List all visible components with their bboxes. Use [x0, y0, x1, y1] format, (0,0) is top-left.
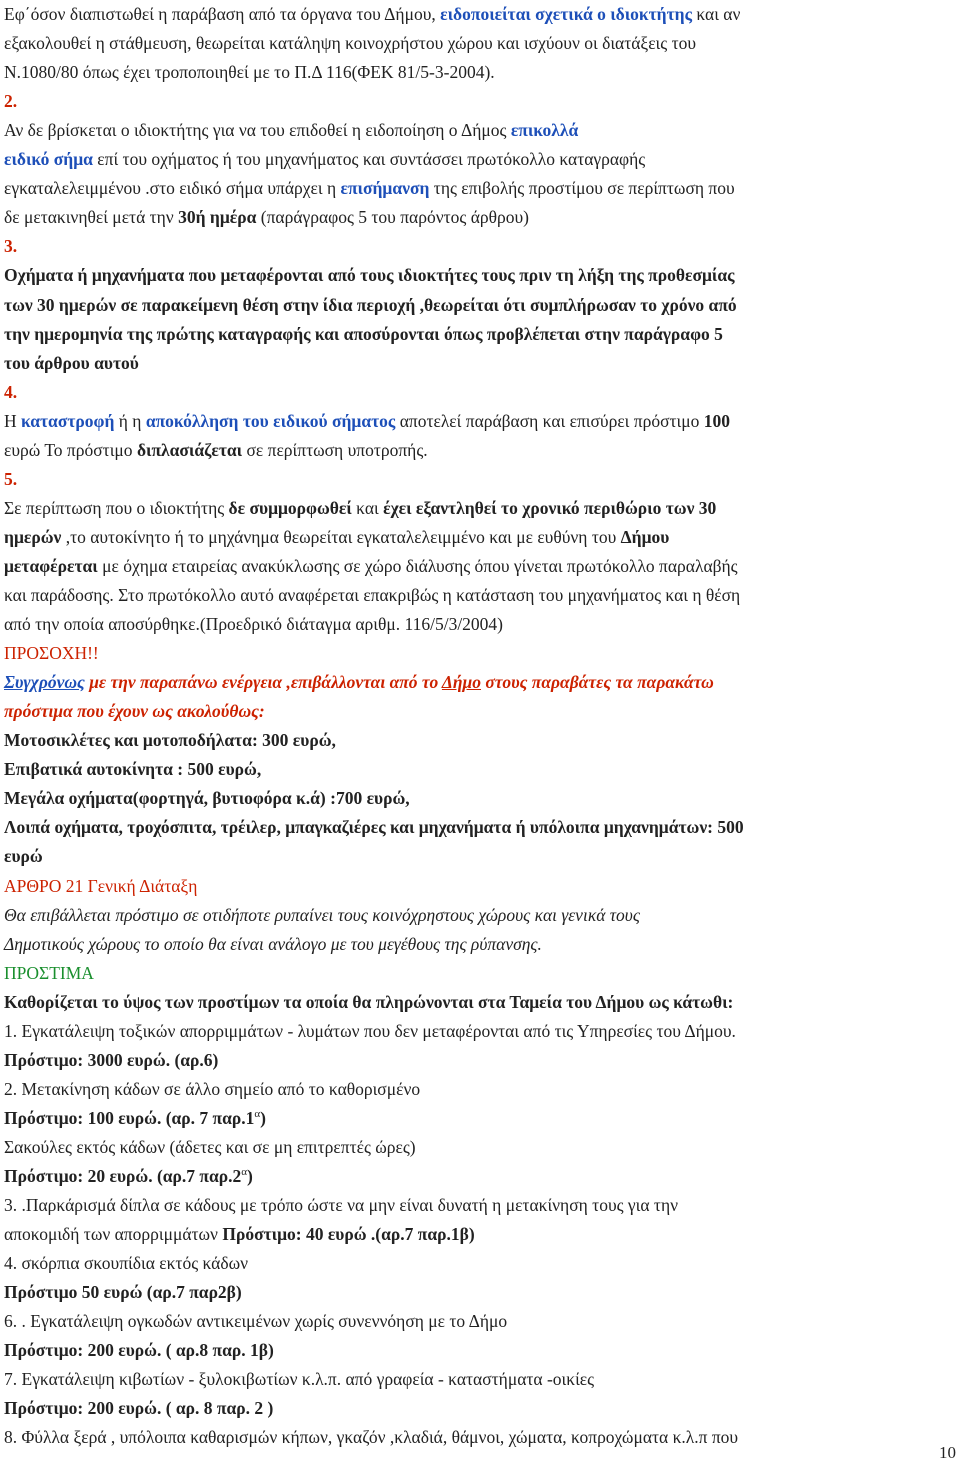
text-segment: ,το αυτοκίνητο ή το μηχάνημα θεωρείται εγκαταλελειμμένο και με ευθύνη του	[61, 526, 621, 547]
text-line	[4, 1394, 273, 1423]
text-line	[4, 174, 735, 203]
text-segment: 3.	[4, 236, 18, 257]
text-line	[4, 349, 139, 378]
text-segment: Μοτοσικλέτες και μοτοποδήλατα: 300 ευρώ,	[4, 730, 336, 751]
text-line	[4, 726, 336, 755]
text-segment: δε συμμορφωθεί	[228, 497, 352, 518]
text-segment: 100	[703, 410, 730, 431]
text-segment: με όχημα εταιρείας ανακύκλωσης σε χώρο διάλυσης όπου γίνεται πρωτόκολλο παραλαβής	[97, 555, 738, 576]
text-segment: την ημερομηνία της πρώτης καταγραφής και αποσύρονται όπως προβλέπεται στην παράγραφο 5	[4, 323, 723, 344]
text-segment: του άρθρου αυτού	[4, 352, 139, 373]
text-segment: 30ή ημέρα	[178, 207, 257, 228]
text-segment: )	[260, 1107, 266, 1128]
text-segment: και αν	[692, 4, 741, 24]
text-segment: Πρόστιμο: 20 ευρώ. (αρ.7 παρ.2	[4, 1166, 242, 1186]
text-line	[4, 872, 197, 901]
text-segment: Επιβατικά αυτοκίνητα : 500 ευρώ,	[4, 759, 262, 780]
superscript: α	[241, 1166, 248, 1179]
text-segment: )	[247, 1166, 253, 1186]
text-segment: με την παραπάνω ενέργεια ,επιβάλλονται από το	[84, 672, 442, 693]
text-segment: Ν.1080/80 όπως έχει τροποποιηθεί με το Π.Δ 116(ΦΕΚ 81/5-3-2004).	[4, 62, 495, 83]
text-segment: Θα επιβάλλεται πρόστιμο σε οτιδήποτε ρυπαίνει τους κοινόχρηστους χώρους και γενικά τους	[4, 904, 640, 925]
text-segment: 1. Εγκατάλειψη τοξικών απορριμμάτων - λυμάτων που δεν μεταφέρονται από τις Υπηρεσίες του Δήμου.	[4, 1020, 736, 1041]
text-segment: 3. .Παρκάρισμά δίπλα σε κάδους με τρόπο ώστε να μην είναι δυνατή η μετακίνηση τους για την	[4, 1195, 679, 1216]
text-line	[4, 1278, 242, 1307]
text-line	[4, 697, 265, 726]
text-line	[4, 784, 410, 813]
text-segment: ΠΡΟΣΟΧΗ!!	[4, 643, 99, 664]
text-line	[4, 668, 714, 697]
text-segment: Πρόστιμο: 3000 ευρώ. (αρ.6)	[4, 1049, 219, 1070]
text-segment: εγκαταλελειμμένου .στο ειδικό σήμα υπάρχει η	[4, 178, 341, 199]
text-segment: από την οποία αποσύρθηκε.(Προεδρικό διάταγμα αριθμ. 116/5/3/2004)	[4, 614, 504, 635]
text-line	[4, 145, 645, 174]
text-line	[4, 1162, 253, 1191]
text-line	[4, 1191, 678, 1220]
text-segment: Αν δε βρίσκεται ο ιδιοκτήτης για να του επιδοθεί η ειδοποίηση ο Δήμος	[4, 120, 511, 141]
text-segment: αποτελεί παράβαση και επισύρει πρόστιμο	[395, 410, 704, 431]
text-segment: (παράγραφος 5 του παρόντος άρθρου)	[256, 207, 529, 228]
text-segment: 2.	[4, 91, 18, 112]
text-line	[4, 639, 99, 668]
text-line	[4, 116, 578, 145]
text-segment: διπλασιάζεται	[136, 439, 243, 460]
text-segment: 4.	[4, 381, 18, 402]
text-segment: πρόστιμα που έχουν ως ακολούθως:	[4, 701, 265, 722]
text-line	[4, 291, 737, 320]
text-line	[4, 203, 529, 232]
text-line	[4, 1336, 274, 1365]
text-segment: της επιβολής προστίμου σε περίπτωση που	[429, 178, 735, 199]
text-segment: ή η	[114, 410, 146, 431]
text-line	[4, 813, 744, 842]
text-segment: 8. Φύλλα ξερά , υπόλοιπα καθαρισμών κήπων, γκαζόν ,κλαδιά, θάμνοι, χώματα, κοπροχώματα κ.λ.π που	[4, 1427, 739, 1448]
text-segment: Λοιπά οχήματα, τροχόσπιτα, τρέιλερ, μπαγκαζιέρες και μηχανήματα ή υπόλοιπα μηχανημάτων: 500	[4, 817, 744, 838]
text-segment: επί του οχήματος ή του μηχανήματος και συντάσσει πρωτόκολλο καταγραφής	[92, 149, 646, 170]
text-segment: Εφ΄όσον διαπιστωθεί η παράβαση από τα όργανα του Δήμου,	[4, 4, 441, 24]
text-segment: έχει εξαντληθεί το χρονικό περιθώριο των 30	[383, 497, 717, 518]
text-segment: Πρόστιμο: 200 ευρώ. ( αρ. 8 παρ. 2 )	[4, 1398, 274, 1419]
text-line	[4, 0, 740, 29]
text-line	[4, 87, 17, 116]
text-line	[4, 959, 94, 988]
text-segment: και	[351, 497, 384, 518]
text-line	[4, 1017, 736, 1046]
text-line	[4, 1423, 738, 1452]
text-line	[4, 1307, 507, 1336]
text-segment: και παράδοσης. Στο πρωτόκολλο αυτό αναφέρεται επακριβώς η κατάσταση του μηχανήματος και η θέση	[4, 585, 741, 605]
text-line	[4, 1220, 475, 1249]
text-segment: 4. σκόρπια σκουπίδια εκτός κάδων	[4, 1253, 249, 1274]
text-segment: εξακολουθεί η στάθμευση, θεωρείται κατάληψη κοινοχρήστου χώρου και ισχύουν οι διατάξεις του	[4, 33, 697, 54]
text-line	[4, 1104, 266, 1133]
text-segment: ειδοποιείται σχετικά ο ιδιοκτήτης	[440, 4, 693, 24]
text-line	[4, 523, 669, 552]
text-line	[4, 610, 503, 639]
text-segment: καταστροφή	[21, 410, 115, 431]
text-segment: 6. . Εγκατάλειψη ογκωδών αντικειμένων χωρίς συνεννόηση με το Δήμο	[4, 1311, 508, 1332]
text-segment: 7. Εγκατάλειψη κιβωτίων - ξυλοκιβωτίων κ.λ.π. από γραφεία - καταστήματα -οικίες	[4, 1369, 595, 1390]
text-segment: ημερών	[4, 526, 62, 547]
superscript: α	[254, 1108, 261, 1121]
text-line	[4, 1046, 218, 1075]
text-segment: Δημοτικούς χώρους το οποίο θα είναι ανάλογο με του μεγέθους της ρύπανσης.	[4, 933, 542, 954]
text-segment: Πρόστιμο 50 ευρώ (αρ.7 παρ2β)	[4, 1282, 242, 1303]
text-segment: δε μετακινηθεί μετά την	[4, 207, 179, 228]
text-line	[4, 988, 733, 1017]
text-segment: Δήμου	[620, 526, 670, 547]
text-line	[4, 465, 17, 494]
text-line	[4, 436, 428, 465]
text-segment: Οχήματα ή μηχανήματα που μεταφέρονται από τους ιδιοκτήτες τους πριν τη λήξη της προθεσμίας	[4, 265, 735, 286]
text-segment: Μεγάλα οχήματα(φορτηγά, βυτιοφόρα κ.ά) :700 ευρώ,	[4, 788, 410, 809]
text-line	[4, 1365, 594, 1394]
text-line	[4, 755, 261, 784]
text-segment: στους παραβάτες τα παρακάτω	[480, 672, 714, 693]
text-segment: 5.	[4, 468, 18, 489]
text-segment: ευρώ Το πρόστιμο	[4, 439, 137, 460]
text-line	[4, 901, 640, 930]
text-segment: Καθορίζεται το ύψος των προστίμων τα οποία θα πληρώνονται στα Ταμεία του Δήμου ως κάτωθι:	[4, 991, 734, 1012]
text-segment: Σε περίπτωση που ο ιδιοκτήτης	[4, 497, 229, 518]
text-segment: σε περίπτωση υποτροπής.	[242, 439, 428, 460]
text-line	[4, 1133, 416, 1162]
text-segment: επισήμανση	[340, 178, 430, 199]
text-segment: αποκόλληση του ειδικού σήματος	[145, 410, 396, 431]
text-line	[4, 407, 730, 436]
text-segment: επικολλά	[510, 120, 579, 141]
text-segment: των 30 ημερών σε παρακείμενη θέση στην ίδια περιοχή ,θεωρείται ότι συμπλήρωσαν το χρόνο από	[4, 294, 737, 315]
text-segment: μεταφέρεται	[4, 555, 98, 576]
text-segment: Συγχρόνως	[4, 672, 85, 693]
text-line	[4, 581, 740, 610]
text-line	[4, 494, 716, 523]
text-segment: αποκομιδή των απορριμμάτων	[4, 1224, 223, 1245]
text-line	[4, 232, 17, 261]
text-segment: Δήμο	[441, 672, 481, 693]
text-segment: Η	[4, 410, 22, 431]
text-segment: ΠΡΟΣΤΙΜΑ	[4, 962, 94, 983]
text-segment: Σακούλες εκτός κάδων (άδετες και σε μη επιτρεπτές ώρες)	[4, 1136, 416, 1157]
text-line	[4, 1249, 248, 1278]
text-line	[4, 842, 43, 871]
text-line	[4, 930, 542, 959]
text-segment: Πρόστιμο: 200 ευρώ. ( αρ.8 παρ. 1β)	[4, 1340, 274, 1361]
text-segment: ΑΡΘΡΟ 21 Γενική Διάταξη	[4, 875, 198, 896]
text-segment: ευρώ	[4, 846, 43, 867]
text-line	[4, 58, 495, 87]
text-line	[4, 29, 696, 58]
text-segment: ειδικό σήμα	[4, 149, 93, 170]
text-segment: Πρόστιμο: 40 ευρώ .(αρ.7 παρ.1β)	[222, 1224, 475, 1245]
page-number: 10	[939, 1443, 956, 1462]
text-line	[4, 552, 738, 581]
text-line	[4, 320, 723, 349]
text-line	[4, 378, 17, 407]
text-line	[4, 1075, 420, 1104]
text-segment: Πρόστιμο: 100 ευρώ. (αρ. 7 παρ.1	[4, 1107, 255, 1128]
text-segment: 2. Μετακίνηση κάδων σε άλλο σημείο από το καθορισμένο	[4, 1078, 421, 1099]
text-line	[4, 261, 735, 290]
